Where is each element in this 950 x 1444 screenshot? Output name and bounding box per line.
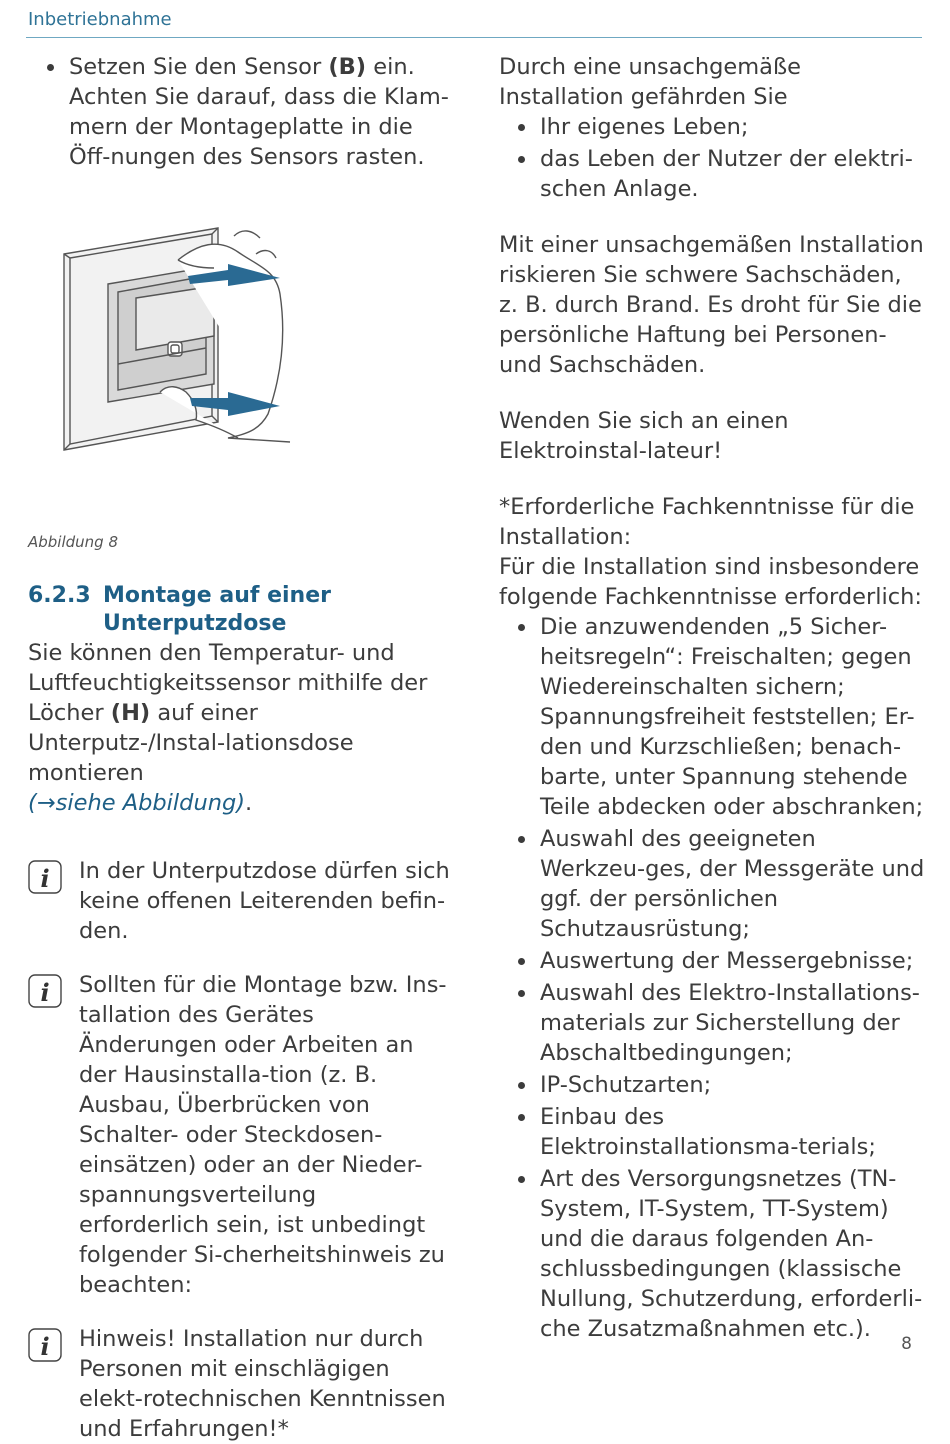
info-note-2 — [28, 970, 453, 1300]
svg-text:i: i — [40, 1332, 50, 1361]
svg-text:i: i — [40, 864, 50, 893]
note-text: Sollten für die Montage bzw. Ins-tallation des Gerätes Änderungen oder Arbeiten an der Hausinstalla-tion (z. B. Ausbau, Überbrücken von Schalter- oder Steckdosen-einsätzen) oder an der Nieder-spannungsverteilung erforderlich sein, ist unbedingt folgender Si-cherheitshinweis zu beachten: — [79, 972, 447, 1298]
svg-text:i: i — [40, 978, 50, 1007]
list-item: IP-Schutzarten; — [499, 1070, 927, 1100]
note-text: In der Unterputzdose dürfen sich keine offenen Leiterenden befin-den. — [79, 858, 450, 944]
left-column — [28, 52, 453, 1444]
list-item: Auswertung der Messergebnisse; — [499, 946, 927, 976]
section-number: 6.2.3 — [28, 583, 91, 608]
header-divider — [26, 37, 922, 38]
list-item: Einbau des Elektroinstallationsma-terials; — [499, 1102, 927, 1162]
info-icon — [28, 974, 62, 1008]
list-item: das Leben der Nutzer der elektri-schen Anlage. — [499, 144, 927, 204]
figure-link[interactable]: (→siehe Abbildung) — [28, 790, 246, 816]
list-item: Auswahl des geeigneten Werkzeu-ges, der Messgeräte und ggf. der persönlichen Schutzausrüstung; — [499, 824, 927, 944]
danger-intro: Durch eine unsachgemäße Installation gefährden Sie — [499, 54, 801, 110]
figure-caption: Abbildung 8 — [28, 533, 119, 551]
section-title: Montage auf einer Unterputzdose — [103, 583, 331, 636]
sensor-mounting-drawing — [28, 224, 298, 474]
note-text: Hinweis! Installation nur durch Personen mit einschlägigen elekt-rotechnischen Kenntnissen und Erfahrungen!* — [79, 1326, 446, 1442]
list-item: Auswahl des Elektro-Installations-materials zur Sicherstellung der Abschaltbedingungen; — [499, 978, 927, 1068]
requirements-list — [499, 612, 927, 1344]
figure-mounting-illustration — [28, 224, 453, 524]
info-icon — [28, 1328, 62, 1362]
damage-paragraph: Mit einer unsachgemäßen Installation riskieren Sie schwere Sachschäden, z. B. durch Brand. Es droht für Sie die persönliche Haftung bei Personen-und Sachschäden. — [499, 232, 924, 378]
list-item: Art des Versorgungsnetzes (TN-System, IT-System, TT-System) und die daraus folgenden An-schlussbedingungen (klassische Nullung, Schutzerdung, erforderli-che Zusatzmaßnahmen etc.). — [499, 1164, 927, 1344]
sensor-ref: (B) — [328, 54, 367, 80]
requirements-title: *Erforderliche Fachkenntnisse für die Installation: — [499, 494, 915, 550]
list-item: Die anzuwendenden „5 Sicher-heitsregeln“: Freischalten; gegen Wiedereinschalten sichern; Spannungsfreiheit feststellen; Er-den und Kurzschließen; benach-barte, unter Spannung stehende Teile abdecken oder abschranken; — [499, 612, 927, 822]
info-note-3 — [28, 1324, 453, 1444]
step-list — [28, 52, 453, 172]
running-header: Inbetriebnahme — [28, 9, 172, 30]
danger-list — [499, 112, 927, 204]
right-column — [499, 52, 927, 1346]
info-note-1 — [28, 856, 453, 946]
requirements-intro: Für die Installation sind insbesondere folgende Fachkenntnisse erforderlich: — [499, 554, 922, 610]
holes-ref: (H) — [110, 700, 151, 726]
page-number: 8 — [901, 1334, 912, 1354]
list-item: Ihr eigenes Leben; — [499, 112, 927, 142]
contact-paragraph: Wenden Sie sich an einen Elektroinstal-lateur! — [499, 408, 789, 464]
section-heading — [28, 582, 453, 638]
section-body: Sie können den Temperatur- und Luftfeuchtigkeitssensor mithilfe der Löcher (H) auf einer Unterputz-/Instal-lationsdose montieren (→siehe Abbildung). — [28, 640, 428, 816]
step-insert-sensor: Setzen Sie den Sensor (B) ein. Achten Sie darauf, dass die Klam-mern der Montageplatte in die Öff-nungen des Sensors rasten. — [28, 52, 453, 172]
info-icon — [28, 860, 62, 894]
